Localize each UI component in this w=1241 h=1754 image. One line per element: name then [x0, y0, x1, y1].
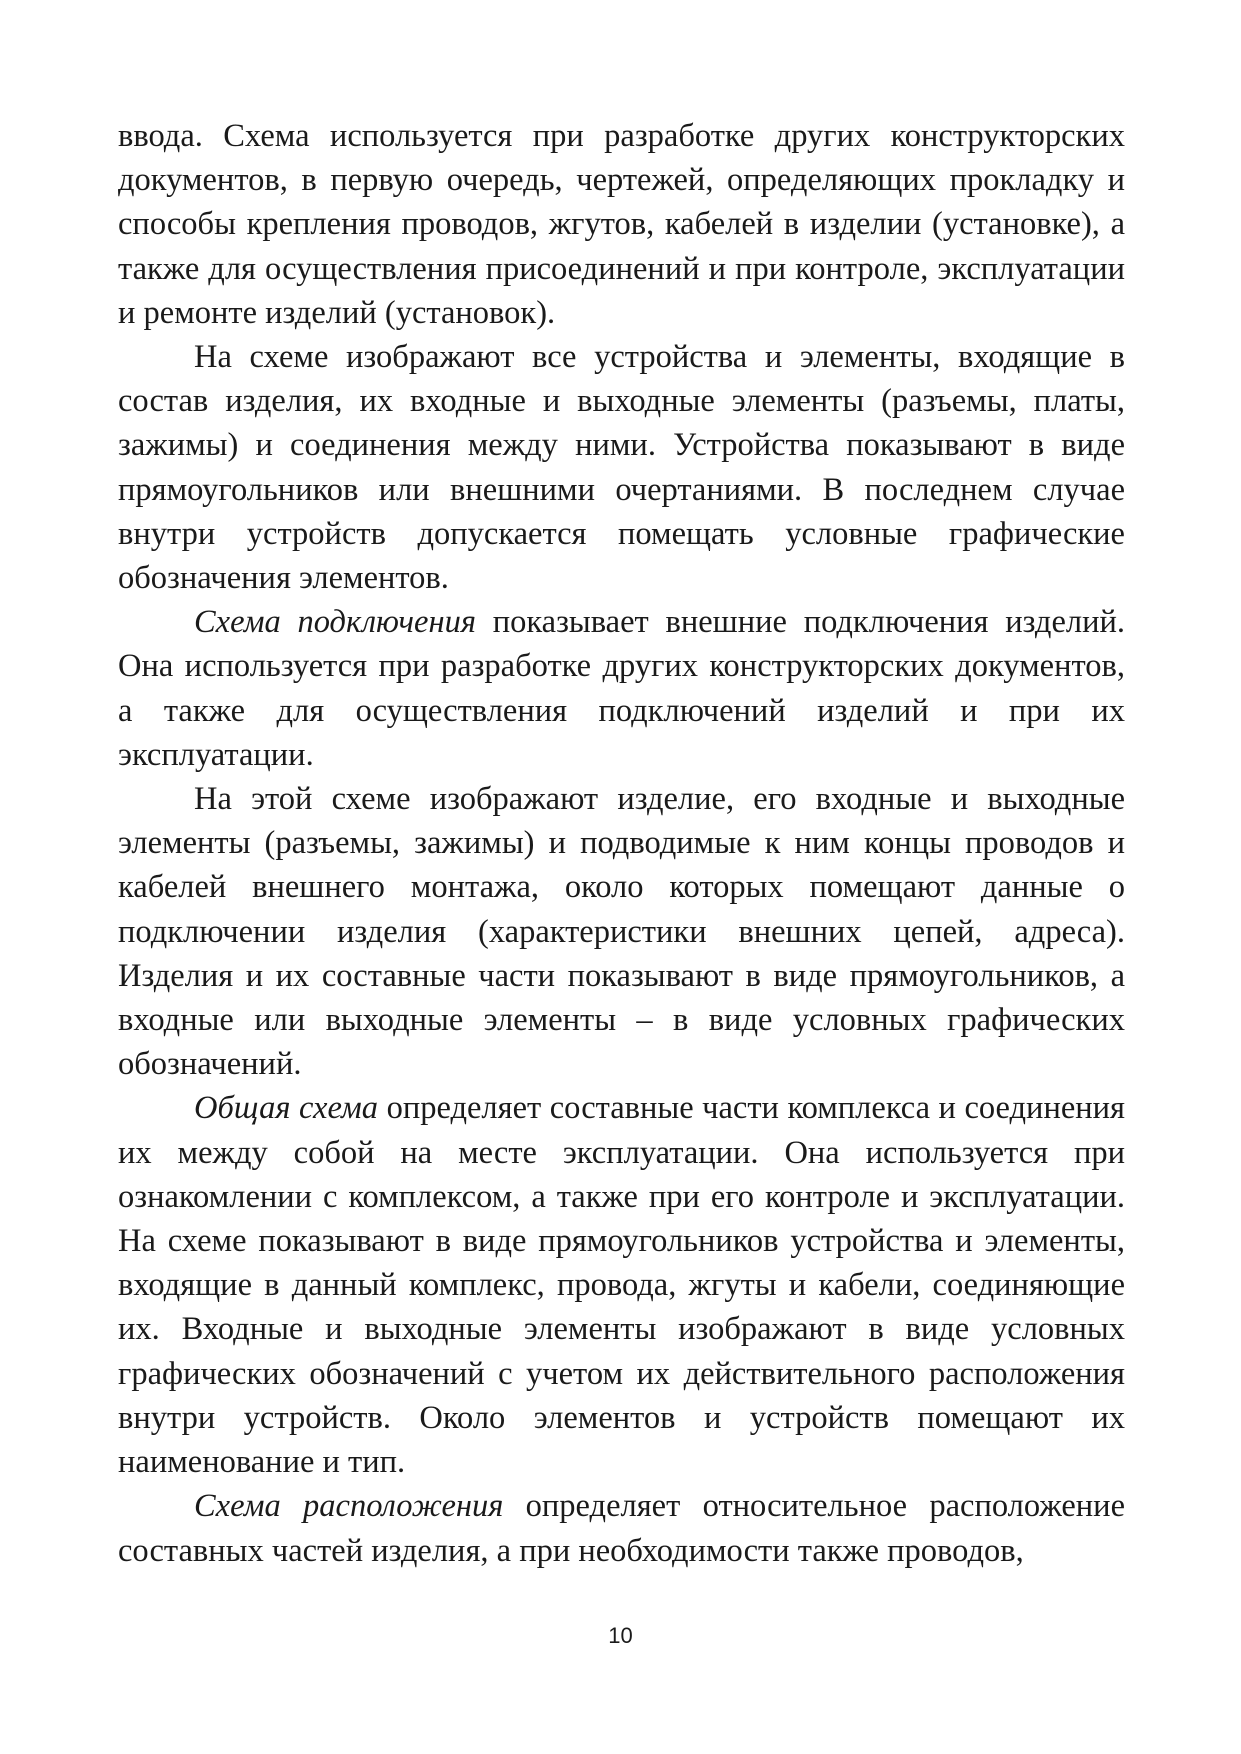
paragraph-continuation — [118, 114, 1125, 335]
term-general-scheme: Общая схема — [194, 1090, 379, 1127]
paragraph-connection-scheme — [118, 600, 1125, 777]
term-layout-scheme: Схема расположения — [194, 1488, 504, 1525]
paragraph-text: ввода. Схема используется при разработке других конструкторских документов, в первую очередь, чертежей, определяющих прокладку и способы крепления проводов, жгутов, кабелей в изделии (установке), а также для осуществления присоединений и при контроле, эксплуатации и ремонте изделий (установок). — [118, 118, 1125, 331]
paragraph-layout-scheme — [118, 1484, 1125, 1572]
page-number: 10 — [608, 1623, 633, 1648]
paragraph-text: определяет относительное расположение составных частей изделия, а при необходимости также проводов, — [118, 1488, 1125, 1569]
paragraph-text: показывает внешние подключения изделий. Она используется при разработке других конструкторских документов, а также для осуществления подключений изделий и при их эксплуатации. — [118, 604, 1125, 773]
paragraph-text: На схеме изображают все устройства и элементы, входящие в состав изделия, их входные и выходные элементы (разъемы, платы, зажимы) и соединения между ними. Устройства показывают в виде прямоугольников или внешними очертаниями. В последнем случае внутри устройств допускается помещать условные графические обозначения элементов. — [118, 339, 1125, 597]
page-body — [118, 114, 1125, 1573]
paragraph-connection-contents — [118, 777, 1125, 1086]
paragraph-text: определяет составные части комплекса и соединения их между собой на месте эксплуатации. Она используется при ознакомлении с комплексом, а также при его контроле и эксплуатации. На схеме показывают в виде прямоугольников устройства и элементы, входящие в данный комплекс, провода, жгуты и кабели, соединяющие их. Входные и выходные элементы изображают в виде условных графических обозначений с учетом их действительного расположения внутри устройств. Около элементов и устройств помещают их наименование и тип. — [118, 1090, 1125, 1481]
paragraph-scheme-contents — [118, 335, 1125, 600]
paragraph-general-scheme — [118, 1086, 1125, 1484]
paragraph-text: На этой схеме изображают изделие, его входные и выходные элементы (разъемы, зажимы) и подводимые к ним концы проводов и кабелей внешнего монтажа, около которых помещают данные о подключении изделия (характеристики внешних цепей, адреса). Изделия и их составные части показывают в виде прямоугольников, а входные или выходные элементы – в виде условных графических обозначений. — [118, 781, 1125, 1083]
term-connection-scheme: Схема подключения — [194, 604, 476, 641]
